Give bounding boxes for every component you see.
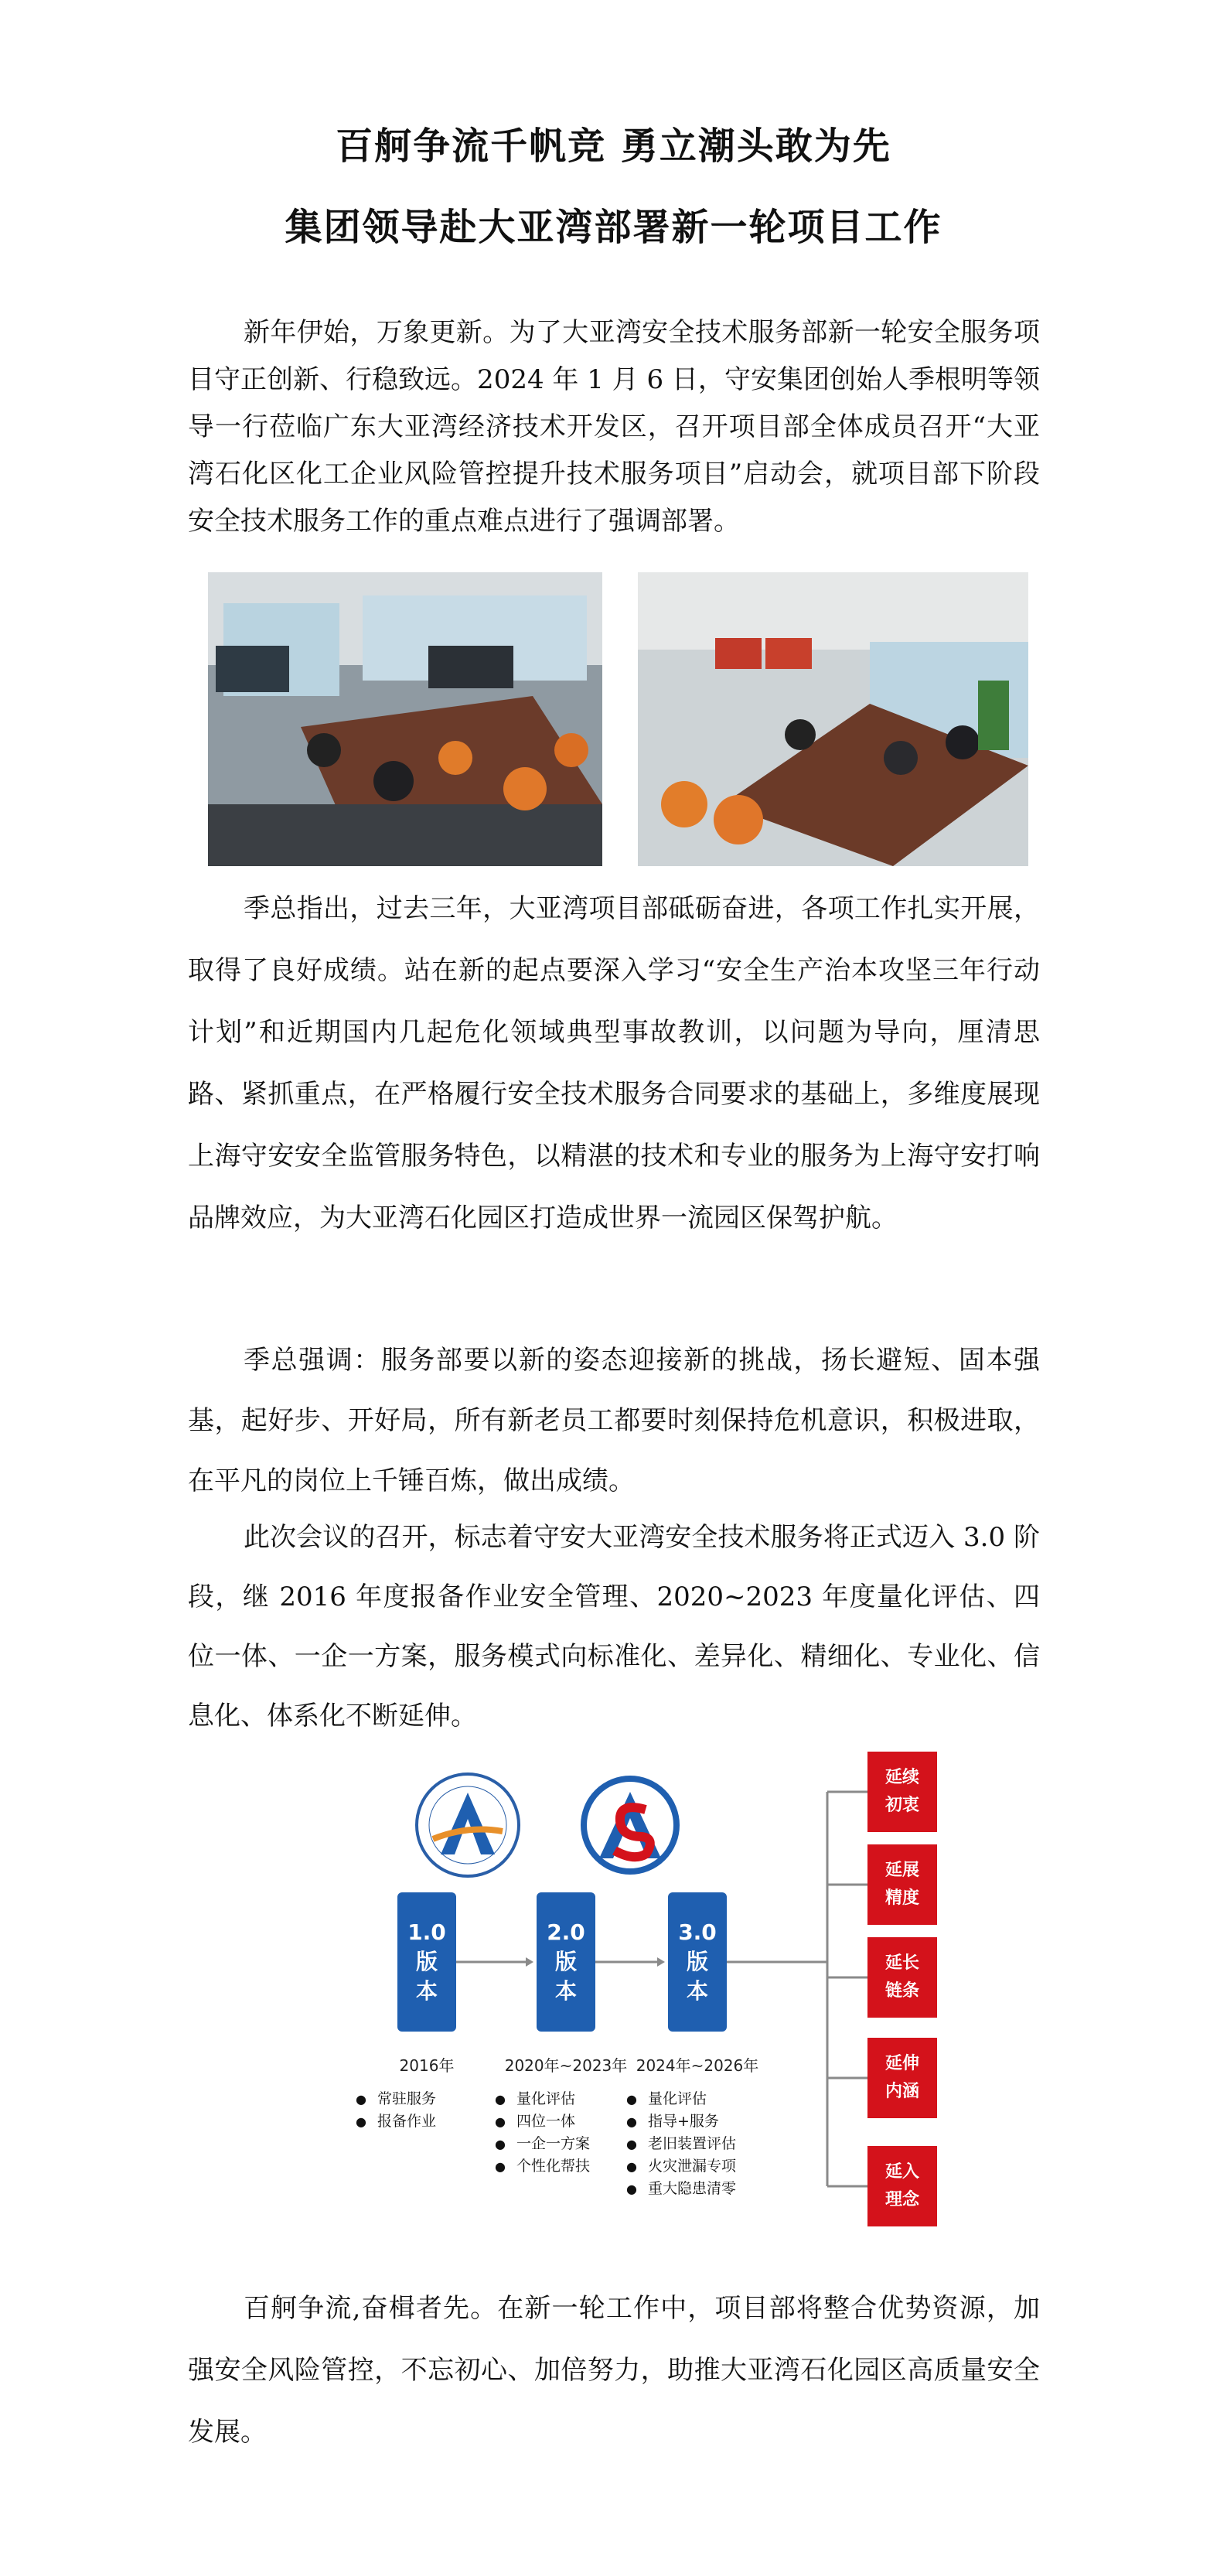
list-item: ● 个性化帮扶 <box>495 2155 590 2178</box>
company-logo-emblem <box>410 1771 526 1879</box>
extension-box-4: 延伸 内涵 <box>867 2038 937 2118</box>
arrow-1-2 <box>526 1957 533 1967</box>
arrow-2-3 <box>657 1957 665 1967</box>
version-3-box: 3.0 版 本 <box>668 1892 727 2032</box>
extension-box-1: 延续 初衷 <box>867 1752 937 1832</box>
list-item: ● 报备作业 <box>356 2110 436 2133</box>
service-evolution-diagram <box>340 1740 966 2250</box>
list-item: ● 量化评估 <box>495 2088 590 2110</box>
paragraph-intro: 新年伊始，万象更新。为了大亚湾安全技术服务部新一轮安全服务项目守正创新、行稳致远。2024 年 1 月 6 日，守安集团创始人季根明等领导一行莅临广东大亚湾经济技术开发区，召开项目部全体成员召开“大亚湾石化区化工企业风险管控提升技术服务项目”启动会，就项目部下阶段安全技术服务工作的重点难点进行了强调部署。 <box>188 317 1040 537</box>
meeting-photo-left <box>208 572 602 866</box>
version-1-year: 2016年 <box>399 2056 455 2075</box>
version-3-items <box>626 2088 736 2200</box>
extension-box-5: 延入 理念 <box>867 2146 937 2226</box>
company-logo-sa <box>572 1775 688 1875</box>
version-2-box: 2.0 版 本 <box>537 1892 595 2032</box>
list-item: ● 老旧装置评估 <box>626 2133 736 2155</box>
paragraph-milestone: 此次会议的召开，标志着守安大亚湾安全技术服务将正式迈入 3.0 阶段，继 2016 年度报备作业安全管理、2020~2023 年度量化评估、四位一体、一企一方案，服务模式向标准化、差异化、精细化、专业化、信息化、体系化不断延伸。 <box>188 1522 1040 1732</box>
extension-box-3: 延长 链条 <box>867 1937 937 2018</box>
list-item: ● 一企一方案 <box>495 2133 590 2155</box>
meeting-photo-right <box>638 572 1028 866</box>
list-item: ● 量化评估 <box>626 2088 736 2110</box>
paragraph-emphasis: 季总强调：服务部要以新的姿态迎接新的挑战，扬长避短、固本强基，起好步、开好局，所有新老员工都要时刻保持危机意识，积极进取，在平凡的岗位上千锤百炼，做出成绩。 <box>188 1345 1040 1496</box>
list-item: ● 重大隐患清零 <box>626 2178 736 2200</box>
extension-box-2: 延展 精度 <box>867 1844 937 1925</box>
version-3-year: 2024年~2026年 <box>636 2056 759 2075</box>
version-2-items <box>495 2088 590 2178</box>
title-line-2: 集团领导赴大亚湾部署新一轮项目工作 <box>285 206 942 249</box>
list-item: ● 四位一体 <box>495 2110 590 2133</box>
paragraph-remarks: 季总指出，过去三年，大亚湾项目部砥砺奋进，各项工作扎实开展，取得了良好成绩。站在新的起点要深入学习“安全生产治本攻坚三年行动计划”和近期国内几起危化领域典型事故教训，以问题为导向，厘清思路、紧抓重点，在严格履行安全技术服务合同要求的基础上，多维度展现上海守安安全监管服务特色，以精湛的技术和专业的服务为上海守安打响品牌效应，为大亚湾石化园区打造成世界一流园区保驾护航。 <box>188 893 1040 1233</box>
title-line-1: 百舸争流千帆竞 勇立潮头敢为先 <box>336 125 891 168</box>
version-1-items <box>356 2088 436 2133</box>
version-2-year: 2020年~2023年 <box>504 2056 628 2075</box>
list-item: ● 常驻服务 <box>356 2088 436 2110</box>
version-1-box: 1.0 版 本 <box>397 1892 456 2032</box>
list-item: ● 指导+服务 <box>626 2110 736 2133</box>
paragraph-closing: 百舸争流,奋楫者先。在新一轮工作中，项目部将整合优势资源，加强安全风险管控，不忘初心、加倍努力，助推大亚湾石化园区高质量安全发展。 <box>188 2293 1040 2448</box>
list-item: ● 火灾泄漏专项 <box>626 2155 736 2178</box>
